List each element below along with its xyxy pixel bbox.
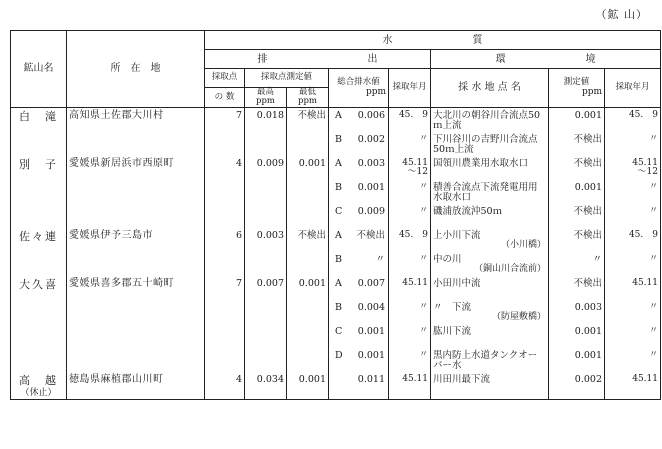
- min-value: 不検出: [287, 107, 329, 132]
- mine-name: [11, 300, 67, 324]
- env-date: 〃: [605, 300, 661, 324]
- total-discharge: 0.011: [329, 372, 389, 399]
- mine-name: [11, 180, 67, 204]
- env-date: 〃: [605, 324, 661, 348]
- mine-location: [67, 348, 205, 372]
- discharge-date: 〃: [389, 348, 431, 372]
- max-value: [245, 252, 287, 276]
- env-date: 〃: [605, 348, 661, 372]
- mine-water-quality-table: [10, 30, 661, 400]
- header-min: 最低 ppm: [287, 88, 329, 108]
- env-date: 45.11: [605, 276, 661, 300]
- max-value: 0.003: [245, 228, 287, 252]
- sampling-count: 4: [205, 156, 245, 180]
- mine-name: [11, 348, 67, 372]
- header-discharge: 排 出: [205, 50, 431, 69]
- max-value: 0.018: [245, 107, 287, 132]
- env-date: 45. 9: [605, 107, 661, 132]
- min-value: [287, 324, 329, 348]
- sampling-count: [205, 324, 245, 348]
- env-date: 45. 9: [605, 228, 661, 252]
- discharge-date: 45.11 ～12: [389, 156, 431, 180]
- table-row: [11, 372, 661, 399]
- max-value: [245, 300, 287, 324]
- table-row: [11, 204, 661, 228]
- min-value: [287, 348, 329, 372]
- table-row: [11, 107, 661, 132]
- header-water-quality: 水 質: [205, 31, 661, 50]
- discharge-date: 45. 9: [389, 107, 431, 132]
- env-value: 不検出: [549, 156, 605, 180]
- header-env-date: 採取年月: [605, 69, 661, 108]
- env-date: 45.11: [605, 372, 661, 399]
- min-value: 0.001: [287, 276, 329, 300]
- env-date: 45.11 ～12: [605, 156, 661, 180]
- table-row: [11, 276, 661, 300]
- table-caption: （鉱 山）: [595, 8, 648, 21]
- discharge-date: 〃: [389, 132, 431, 156]
- total-discharge: B 0.002: [329, 132, 389, 156]
- total-discharge: A 0.006: [329, 107, 389, 132]
- table-row: [11, 156, 661, 180]
- sampling-count: [205, 132, 245, 156]
- table-row: [11, 300, 661, 324]
- min-value: [287, 132, 329, 156]
- sampling-site: 黒内防上水道タンクオーバー水: [431, 348, 549, 372]
- sampling-site: 小田川中流: [431, 276, 549, 300]
- mine-name: 大久喜: [11, 276, 67, 300]
- max-value: 0.034: [245, 372, 287, 399]
- sampling-site: 川田川最下流: [431, 372, 549, 399]
- mine-location: [67, 324, 205, 348]
- sampling-site: 下川谷川の吉野川合流点50ｍ上流: [431, 132, 549, 156]
- mine-name: [11, 132, 67, 156]
- header-date: 採取年月: [389, 69, 431, 108]
- mine-location: [67, 180, 205, 204]
- env-value: 不検出: [549, 204, 605, 228]
- table-body: [11, 107, 661, 399]
- total-discharge: B 0.001: [329, 180, 389, 204]
- mine-name: [11, 324, 67, 348]
- max-value: [245, 348, 287, 372]
- total-discharge: A 不検出: [329, 228, 389, 252]
- sampling-count: [205, 300, 245, 324]
- mine-location: 愛媛県伊予三島市: [67, 228, 205, 252]
- min-value: [287, 180, 329, 204]
- sampling-site: 国領川農業用水取水口: [431, 156, 549, 180]
- env-date: 〃: [605, 204, 661, 228]
- mine-location: [67, 132, 205, 156]
- sampling-count: 7: [205, 276, 245, 300]
- header-sampling-points-sub: の 数: [205, 88, 245, 108]
- total-discharge: B 〃: [329, 252, 389, 276]
- env-value: 不検出: [549, 228, 605, 252]
- env-date: 〃: [605, 252, 661, 276]
- discharge-date: 〃: [389, 204, 431, 228]
- header-sampling-points: 採取点: [205, 69, 245, 88]
- sampling-site: 肱川下流: [431, 324, 549, 348]
- env-value: 0.001: [549, 348, 605, 372]
- sampling-site: 〃 下流 （防屋敷橋）: [431, 300, 549, 324]
- table-row: [11, 252, 661, 276]
- sampling-count: 6: [205, 228, 245, 252]
- mine-name: 別 子: [11, 156, 67, 180]
- mine-name: 白 滝: [11, 107, 67, 132]
- discharge-date: 〃: [389, 180, 431, 204]
- discharge-date: 〃: [389, 324, 431, 348]
- table-row: [11, 132, 661, 156]
- table-row: [11, 324, 661, 348]
- mine-name: 高 越 （休止）: [11, 372, 67, 399]
- max-value: [245, 324, 287, 348]
- min-value: [287, 204, 329, 228]
- mine-location: 徳島県麻植郡山川町: [67, 372, 205, 399]
- discharge-date: 45.11: [389, 372, 431, 399]
- discharge-date: 45. 9: [389, 228, 431, 252]
- mine-location: 愛媛県喜多郡五十崎町: [67, 276, 205, 300]
- env-value: 不検出: [549, 276, 605, 300]
- mine-location: 愛媛県新居浜市西原町: [67, 156, 205, 180]
- total-discharge: D 0.001: [329, 348, 389, 372]
- sampling-count: [205, 204, 245, 228]
- max-value: 0.007: [245, 276, 287, 300]
- mine-location: [67, 300, 205, 324]
- max-value: [245, 132, 287, 156]
- header-measured: 採取点測定値: [245, 69, 329, 88]
- header-max: 最高 ppm: [245, 88, 287, 108]
- discharge-date: 〃: [389, 252, 431, 276]
- min-value: [287, 252, 329, 276]
- header-site: 採 水 地 点 名: [431, 69, 549, 108]
- sampling-count: 4: [205, 372, 245, 399]
- sampling-site: 磯浦放流沖50ｍ: [431, 204, 549, 228]
- sampling-site: 大北川の朝谷川合流点50ｍ上流: [431, 107, 549, 132]
- env-date: 〃: [605, 180, 661, 204]
- discharge-date: 〃: [389, 300, 431, 324]
- env-value: 0.001: [549, 180, 605, 204]
- env-value: 0.001: [549, 324, 605, 348]
- header-location: 所 在 地: [67, 31, 205, 108]
- total-discharge: A 0.007: [329, 276, 389, 300]
- mine-location: [67, 204, 205, 228]
- env-value: 不検出: [549, 132, 605, 156]
- total-discharge: B 0.004: [329, 300, 389, 324]
- min-value: 0.001: [287, 372, 329, 399]
- env-value: 0.001: [549, 107, 605, 132]
- sampling-count: 7: [205, 107, 245, 132]
- mine-location: 高知県土佐郡大川村: [67, 107, 205, 132]
- sampling-site: 積善合流点下流発電用用水取水口: [431, 180, 549, 204]
- mine-name: 佐々連: [11, 228, 67, 252]
- env-value: 0.002: [549, 372, 605, 399]
- min-value: 不検出: [287, 228, 329, 252]
- table-row: [11, 228, 661, 252]
- min-value: 0.001: [287, 156, 329, 180]
- env-value: 〃: [549, 252, 605, 276]
- total-discharge: A 0.003: [329, 156, 389, 180]
- table-row: [11, 348, 661, 372]
- max-value: 0.009: [245, 156, 287, 180]
- total-discharge: C 0.001: [329, 324, 389, 348]
- mine-name: [11, 204, 67, 228]
- header-mine: 鉱山名: [11, 31, 67, 108]
- sampling-site: 上小川下流 （小川橋）: [431, 228, 549, 252]
- max-value: [245, 204, 287, 228]
- sampling-count: [205, 252, 245, 276]
- mine-location: [67, 252, 205, 276]
- sampling-count: [205, 348, 245, 372]
- max-value: [245, 180, 287, 204]
- discharge-date: 45.11: [389, 276, 431, 300]
- mine-name: [11, 252, 67, 276]
- header-total: 総合排水値 ppm: [329, 69, 389, 108]
- env-date: 〃: [605, 132, 661, 156]
- table-row: [11, 180, 661, 204]
- sampling-site: 中の川 （銅山川合流前）: [431, 252, 549, 276]
- total-discharge: C 0.009: [329, 204, 389, 228]
- header-environment: 環 境: [431, 50, 661, 69]
- sampling-count: [205, 180, 245, 204]
- header-env-value: 測定値 ppm: [549, 69, 605, 108]
- min-value: [287, 300, 329, 324]
- env-value: 0.003: [549, 300, 605, 324]
